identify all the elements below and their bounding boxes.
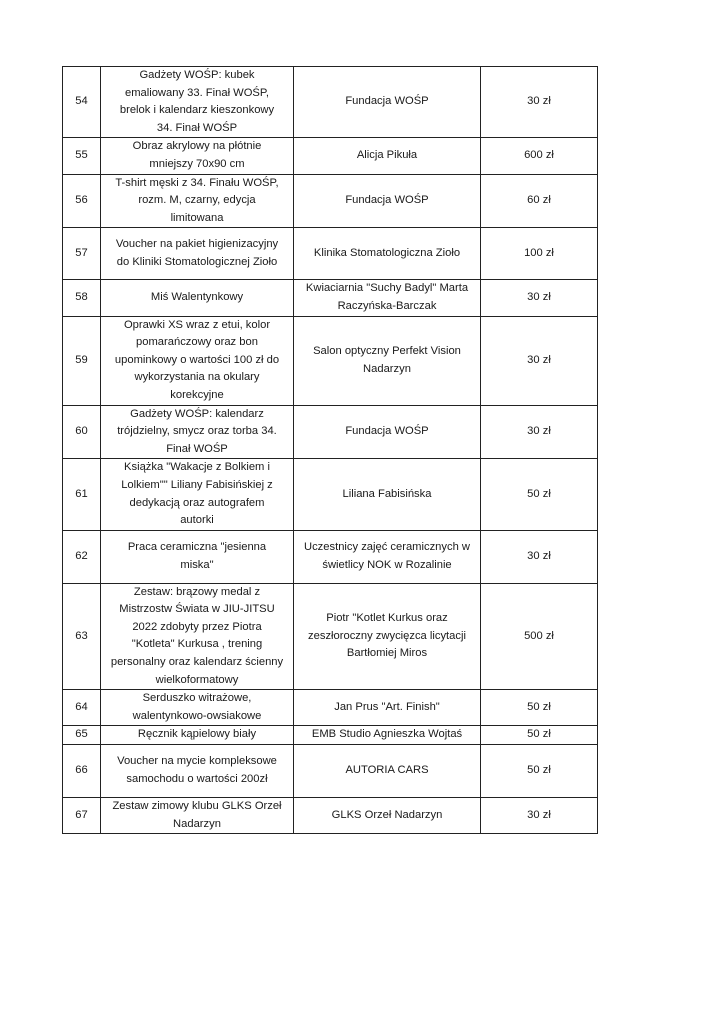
item-number: 57 bbox=[63, 228, 101, 280]
item-donor-line: EMB Studio Agnieszka Wojtaś bbox=[311, 728, 463, 741]
starting-price: 30 zł bbox=[481, 405, 598, 459]
item-description-line: Książka "Wakacje z Bolkiem i bbox=[124, 461, 270, 474]
item-description-line: Nadarzyn bbox=[173, 817, 221, 830]
item-donor bbox=[294, 316, 481, 405]
item-description-line: korekcyjne bbox=[170, 388, 224, 401]
item-description bbox=[101, 798, 294, 834]
item-donor-line: świetlicy NOK w Rozalinie bbox=[322, 558, 452, 571]
item-donor bbox=[294, 228, 481, 280]
auction-items-table bbox=[62, 66, 598, 834]
item-description-line: miska" bbox=[180, 558, 214, 571]
item-number: 56 bbox=[63, 174, 101, 228]
item-description-line: "Kotleta" Kurkusa , trening bbox=[131, 638, 263, 651]
item-description-line: upominkowy o wartości 100 zł do bbox=[114, 353, 280, 366]
item-donor-line: Bartłomiej Miros bbox=[346, 647, 428, 660]
item-description-line: Zestaw: brązowy medal z bbox=[133, 585, 261, 598]
item-description-line: wykorzystania na okulary bbox=[134, 371, 260, 384]
item-donor bbox=[294, 67, 481, 138]
item-description-line: 2022 zdobyty przez Piotra bbox=[132, 620, 262, 633]
item-description-line: Oprawki XS wraz z etui, kolor bbox=[123, 318, 271, 331]
table-row bbox=[63, 583, 598, 690]
item-number: 60 bbox=[63, 405, 101, 459]
table-row bbox=[63, 228, 598, 280]
item-description bbox=[101, 174, 294, 228]
item-description-line: Gadżety WOŚP: kalendarz bbox=[130, 407, 264, 420]
table-row bbox=[63, 530, 598, 583]
item-description bbox=[101, 228, 294, 280]
item-number: 63 bbox=[63, 583, 101, 690]
item-description bbox=[101, 67, 294, 138]
item-description-line: personalny oraz kalendarz ścienny bbox=[110, 656, 284, 669]
item-description bbox=[101, 583, 294, 690]
item-description bbox=[101, 726, 294, 745]
item-donor bbox=[294, 690, 481, 726]
table-row bbox=[63, 280, 598, 316]
table-row bbox=[63, 405, 598, 459]
starting-price: 50 zł bbox=[481, 745, 598, 798]
table-row bbox=[63, 459, 598, 530]
item-number: 62 bbox=[63, 530, 101, 583]
item-donor bbox=[294, 459, 481, 530]
item-donor-line: GLKS Orzeł Nadarzyn bbox=[331, 808, 443, 821]
starting-price: 50 zł bbox=[481, 726, 598, 745]
item-number: 66 bbox=[63, 745, 101, 798]
item-description bbox=[101, 316, 294, 405]
item-donor-line: Klinika Stomatologiczna Zioło bbox=[313, 247, 461, 260]
item-description-line: brelok i kalendarz kieszonkowy bbox=[119, 104, 275, 117]
item-description bbox=[101, 405, 294, 459]
item-description-line: Zestaw zimowy klubu GLKS Orzeł bbox=[112, 800, 282, 813]
item-description-line: emaliowany 33. Finał WOŚP, bbox=[124, 86, 270, 99]
item-description-line: Ręcznik kąpielowy biały bbox=[137, 728, 257, 741]
item-description-line: dedykacją oraz autografem bbox=[129, 496, 265, 509]
starting-price: 30 zł bbox=[481, 316, 598, 405]
item-donor-line: Alicja Pikuła bbox=[356, 149, 418, 162]
table-row bbox=[63, 798, 598, 834]
starting-price: 30 zł bbox=[481, 798, 598, 834]
item-donor-line: Jan Prus "Art. Finish" bbox=[334, 701, 440, 714]
table-row bbox=[63, 745, 598, 798]
item-number: 59 bbox=[63, 316, 101, 405]
item-description-line: do Kliniki Stomatologicznej Zioło bbox=[116, 255, 278, 268]
item-donor-line: AUTORIA CARS bbox=[345, 764, 429, 777]
starting-price: 30 zł bbox=[481, 530, 598, 583]
starting-price: 30 zł bbox=[481, 67, 598, 138]
item-description bbox=[101, 459, 294, 530]
item-donor-line: Nadarzyn bbox=[363, 362, 411, 375]
item-donor bbox=[294, 583, 481, 690]
item-description-line: walentynkowo-owsiakowe bbox=[132, 709, 262, 722]
item-description-line: trójdzielny, smycz oraz torba 34. bbox=[117, 425, 277, 438]
item-description bbox=[101, 280, 294, 316]
starting-price: 500 zł bbox=[481, 583, 598, 690]
starting-price: 60 zł bbox=[481, 174, 598, 228]
item-donor-line: Uczestnicy zajęć ceramicznych w bbox=[304, 541, 470, 554]
starting-price: 30 zł bbox=[481, 280, 598, 316]
item-donor-line: Liliana Fabisińska bbox=[342, 487, 432, 500]
item-number: 64 bbox=[63, 690, 101, 726]
item-description-line: mniejszy 70x90 cm bbox=[149, 157, 245, 170]
starting-price: 50 zł bbox=[481, 459, 598, 530]
item-description-line: samochodu o wartości 200zł bbox=[126, 773, 268, 786]
table-row bbox=[63, 67, 598, 138]
item-donor-line: zeszłoroczny zwycięzca licytacji bbox=[308, 629, 466, 642]
item-donor-line: Kwiaciarnia "Suchy Badyl" Marta bbox=[305, 282, 469, 295]
item-donor-line: Fundacja WOŚP bbox=[345, 425, 429, 438]
table-row bbox=[63, 174, 598, 228]
item-number: 67 bbox=[63, 798, 101, 834]
item-description-line: T-shirt męski z 34. Finału WOŚP, bbox=[115, 176, 279, 189]
item-number: 54 bbox=[63, 67, 101, 138]
item-description-line: autorki bbox=[180, 514, 214, 527]
item-description bbox=[101, 690, 294, 726]
item-number: 55 bbox=[63, 138, 101, 174]
item-description bbox=[101, 530, 294, 583]
table-body bbox=[63, 67, 598, 834]
item-donor-line: Raczyńska-Barczak bbox=[337, 299, 437, 312]
item-description-line: Mistrzostw Świata w JIU-JITSU bbox=[119, 603, 275, 616]
table-row bbox=[63, 138, 598, 174]
item-description-line: Praca ceramiczna "jesienna bbox=[127, 541, 267, 554]
item-donor-line: Fundacja WOŚP bbox=[345, 194, 429, 207]
item-description-line: Lolkiem"" Liliany Fabisińskiej z bbox=[121, 478, 273, 491]
item-number: 61 bbox=[63, 459, 101, 530]
item-description-line: limitowana bbox=[170, 211, 224, 224]
item-donor bbox=[294, 745, 481, 798]
item-description-line: 34. Finał WOŚP bbox=[156, 121, 238, 134]
item-description bbox=[101, 745, 294, 798]
item-donor bbox=[294, 530, 481, 583]
item-description-line: Finał WOŚP bbox=[166, 442, 228, 455]
item-description-line: Miś Walentynkowy bbox=[150, 291, 244, 304]
item-donor bbox=[294, 405, 481, 459]
item-donor-line: Salon optyczny Perfekt Vision bbox=[313, 344, 461, 357]
table-row bbox=[63, 690, 598, 726]
starting-price: 50 zł bbox=[481, 690, 598, 726]
item-description-line: Voucher na pakiet higienizacyjny bbox=[115, 238, 279, 251]
item-donor bbox=[294, 726, 481, 745]
item-description-line: pomarańczowy oraz bon bbox=[136, 336, 258, 349]
table-row bbox=[63, 726, 598, 745]
item-description-line: Gadżety WOŚP: kubek bbox=[139, 69, 255, 81]
item-donor bbox=[294, 798, 481, 834]
item-number: 58 bbox=[63, 280, 101, 316]
item-description-line: Serduszko witrażowe, bbox=[142, 692, 252, 705]
table-row bbox=[63, 316, 598, 405]
item-number: 65 bbox=[63, 726, 101, 745]
item-donor-line: Fundacja WOŚP bbox=[345, 95, 429, 108]
item-description-line: Obraz akrylowy na płótnie bbox=[132, 140, 262, 153]
item-donor bbox=[294, 174, 481, 228]
item-donor bbox=[294, 138, 481, 174]
starting-price: 100 zł bbox=[481, 228, 598, 280]
item-description-line: rozm. M, czarny, edycja bbox=[138, 194, 256, 207]
item-donor bbox=[294, 280, 481, 316]
item-donor-line: Piotr "Kotlet Kurkus oraz bbox=[326, 612, 448, 625]
item-description bbox=[101, 138, 294, 174]
item-description-line: Voucher na mycie kompleksowe bbox=[117, 755, 277, 768]
starting-price: 600 zł bbox=[481, 138, 598, 174]
item-description-line: wielkoformatowy bbox=[155, 673, 239, 686]
